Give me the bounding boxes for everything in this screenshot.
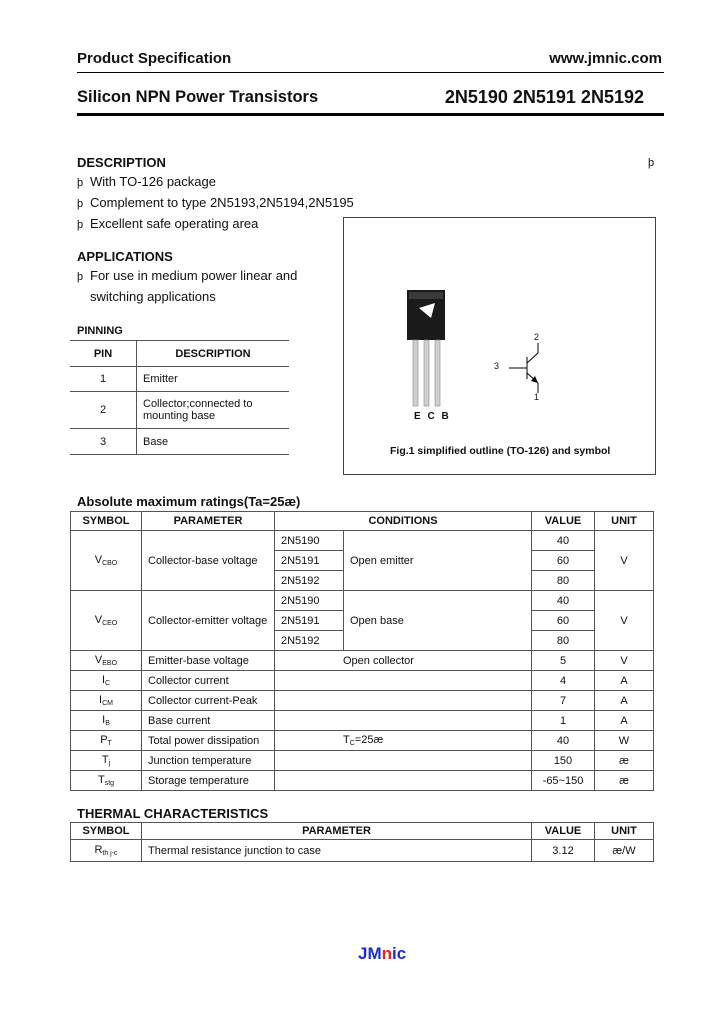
list-item: þ With TO-126 package xyxy=(77,172,354,193)
amr-heading: Absolute maximum ratings(Ta=25æ) xyxy=(77,494,301,509)
table-header-row: SYMBOL PARAMETER CONDITIONS VALUE UNIT xyxy=(71,512,654,531)
table-row: $T_j$ Junction temperature 150 æ xyxy=(71,751,654,771)
header-rule xyxy=(77,72,664,73)
transistor-symbol xyxy=(509,343,538,393)
header-website[interactable]: www.jmnic.com xyxy=(549,50,662,67)
table-row: $R_{th j-c}$ Thermal resistance junction to case 3.12 æ/W xyxy=(71,840,654,862)
symbol-pin-label: 2 xyxy=(534,332,540,342)
table-row: $I_C$ Collector current 4 A xyxy=(71,671,654,691)
table-row: $V_{CEO}$ Collector-emitter voltage 2N5190 Open base 40 V xyxy=(71,591,654,611)
to126-package-image xyxy=(344,218,655,474)
table-row: 3 Base xyxy=(70,429,289,455)
description-heading: DESCRIPTION xyxy=(77,155,166,170)
table-row: $V_{EBO}$ Emitter-base voltage Open collector 5 V xyxy=(71,651,654,671)
bullet-mark: þ xyxy=(77,271,84,283)
table-header-row: SYMBOL PARAMETER VALUE UNIT xyxy=(71,823,654,840)
thermal-heading: THERMAL CHARACTERISTICS xyxy=(77,806,269,821)
table-row: $P_T$ Total power dissipation $T_C=25æ$ 40 W xyxy=(71,731,654,751)
table-row: 2N5192 80 xyxy=(71,571,654,591)
description-list xyxy=(77,172,354,235)
amr-table xyxy=(70,511,654,791)
pinning-table xyxy=(70,340,289,455)
figure-caption: Fig.1 simplified outline (TO-126) and symbol xyxy=(390,445,611,457)
bullet-mark: þ xyxy=(77,219,84,231)
applications-text: þ For use in medium power linear and switching applications xyxy=(77,268,298,304)
bullet-mark: þ xyxy=(77,198,84,210)
document-title: Silicon NPN Power Transistors xyxy=(77,88,319,106)
table-row: $I_B$ Base current 1 A xyxy=(71,711,654,731)
table-row: 1 Emitter xyxy=(70,367,289,392)
table-row: 2N5192 80 xyxy=(71,631,654,651)
thermal-table xyxy=(70,822,654,862)
symbol-pin-label: 3 xyxy=(494,361,500,371)
symbol-pin-label: 1 xyxy=(534,392,540,402)
lead-labels: E C B xyxy=(414,411,451,422)
title-rule xyxy=(77,113,664,116)
list-item: þ Excellent safe operating area xyxy=(77,214,354,235)
table-row: 2N5191 60 xyxy=(71,551,654,571)
applications-heading: APPLICATIONS xyxy=(77,249,173,264)
col-header-description: DESCRIPTION xyxy=(137,341,290,367)
table-row: $T_{stg}$ Storage temperature -65~150 æ xyxy=(71,771,654,791)
bullet-mark: þ xyxy=(77,177,84,189)
figure-box xyxy=(343,217,656,475)
table-row: 2N5191 60 xyxy=(71,611,654,631)
header-product-spec: Product Specification xyxy=(77,50,232,67)
col-header-pin: PIN xyxy=(70,341,137,367)
part-numbers: 2N5190 2N5191 2N5192 xyxy=(444,87,644,107)
table-row: $V_{CBO}$ Collector-base voltage 2N5190 Open emitter 40 V xyxy=(71,531,654,551)
pinning-heading: PINNING xyxy=(77,325,123,337)
table-row: 2 Collector;connected to mounting base xyxy=(70,392,289,429)
jmnic-logo: JMnic xyxy=(358,944,407,963)
stray-mark: þ xyxy=(648,157,655,169)
table-row: $I_{CM}$ Collector current-Peak 7 A xyxy=(71,691,654,711)
list-item: þ Complement to type 2N5193,2N5194,2N5195 xyxy=(77,193,354,214)
